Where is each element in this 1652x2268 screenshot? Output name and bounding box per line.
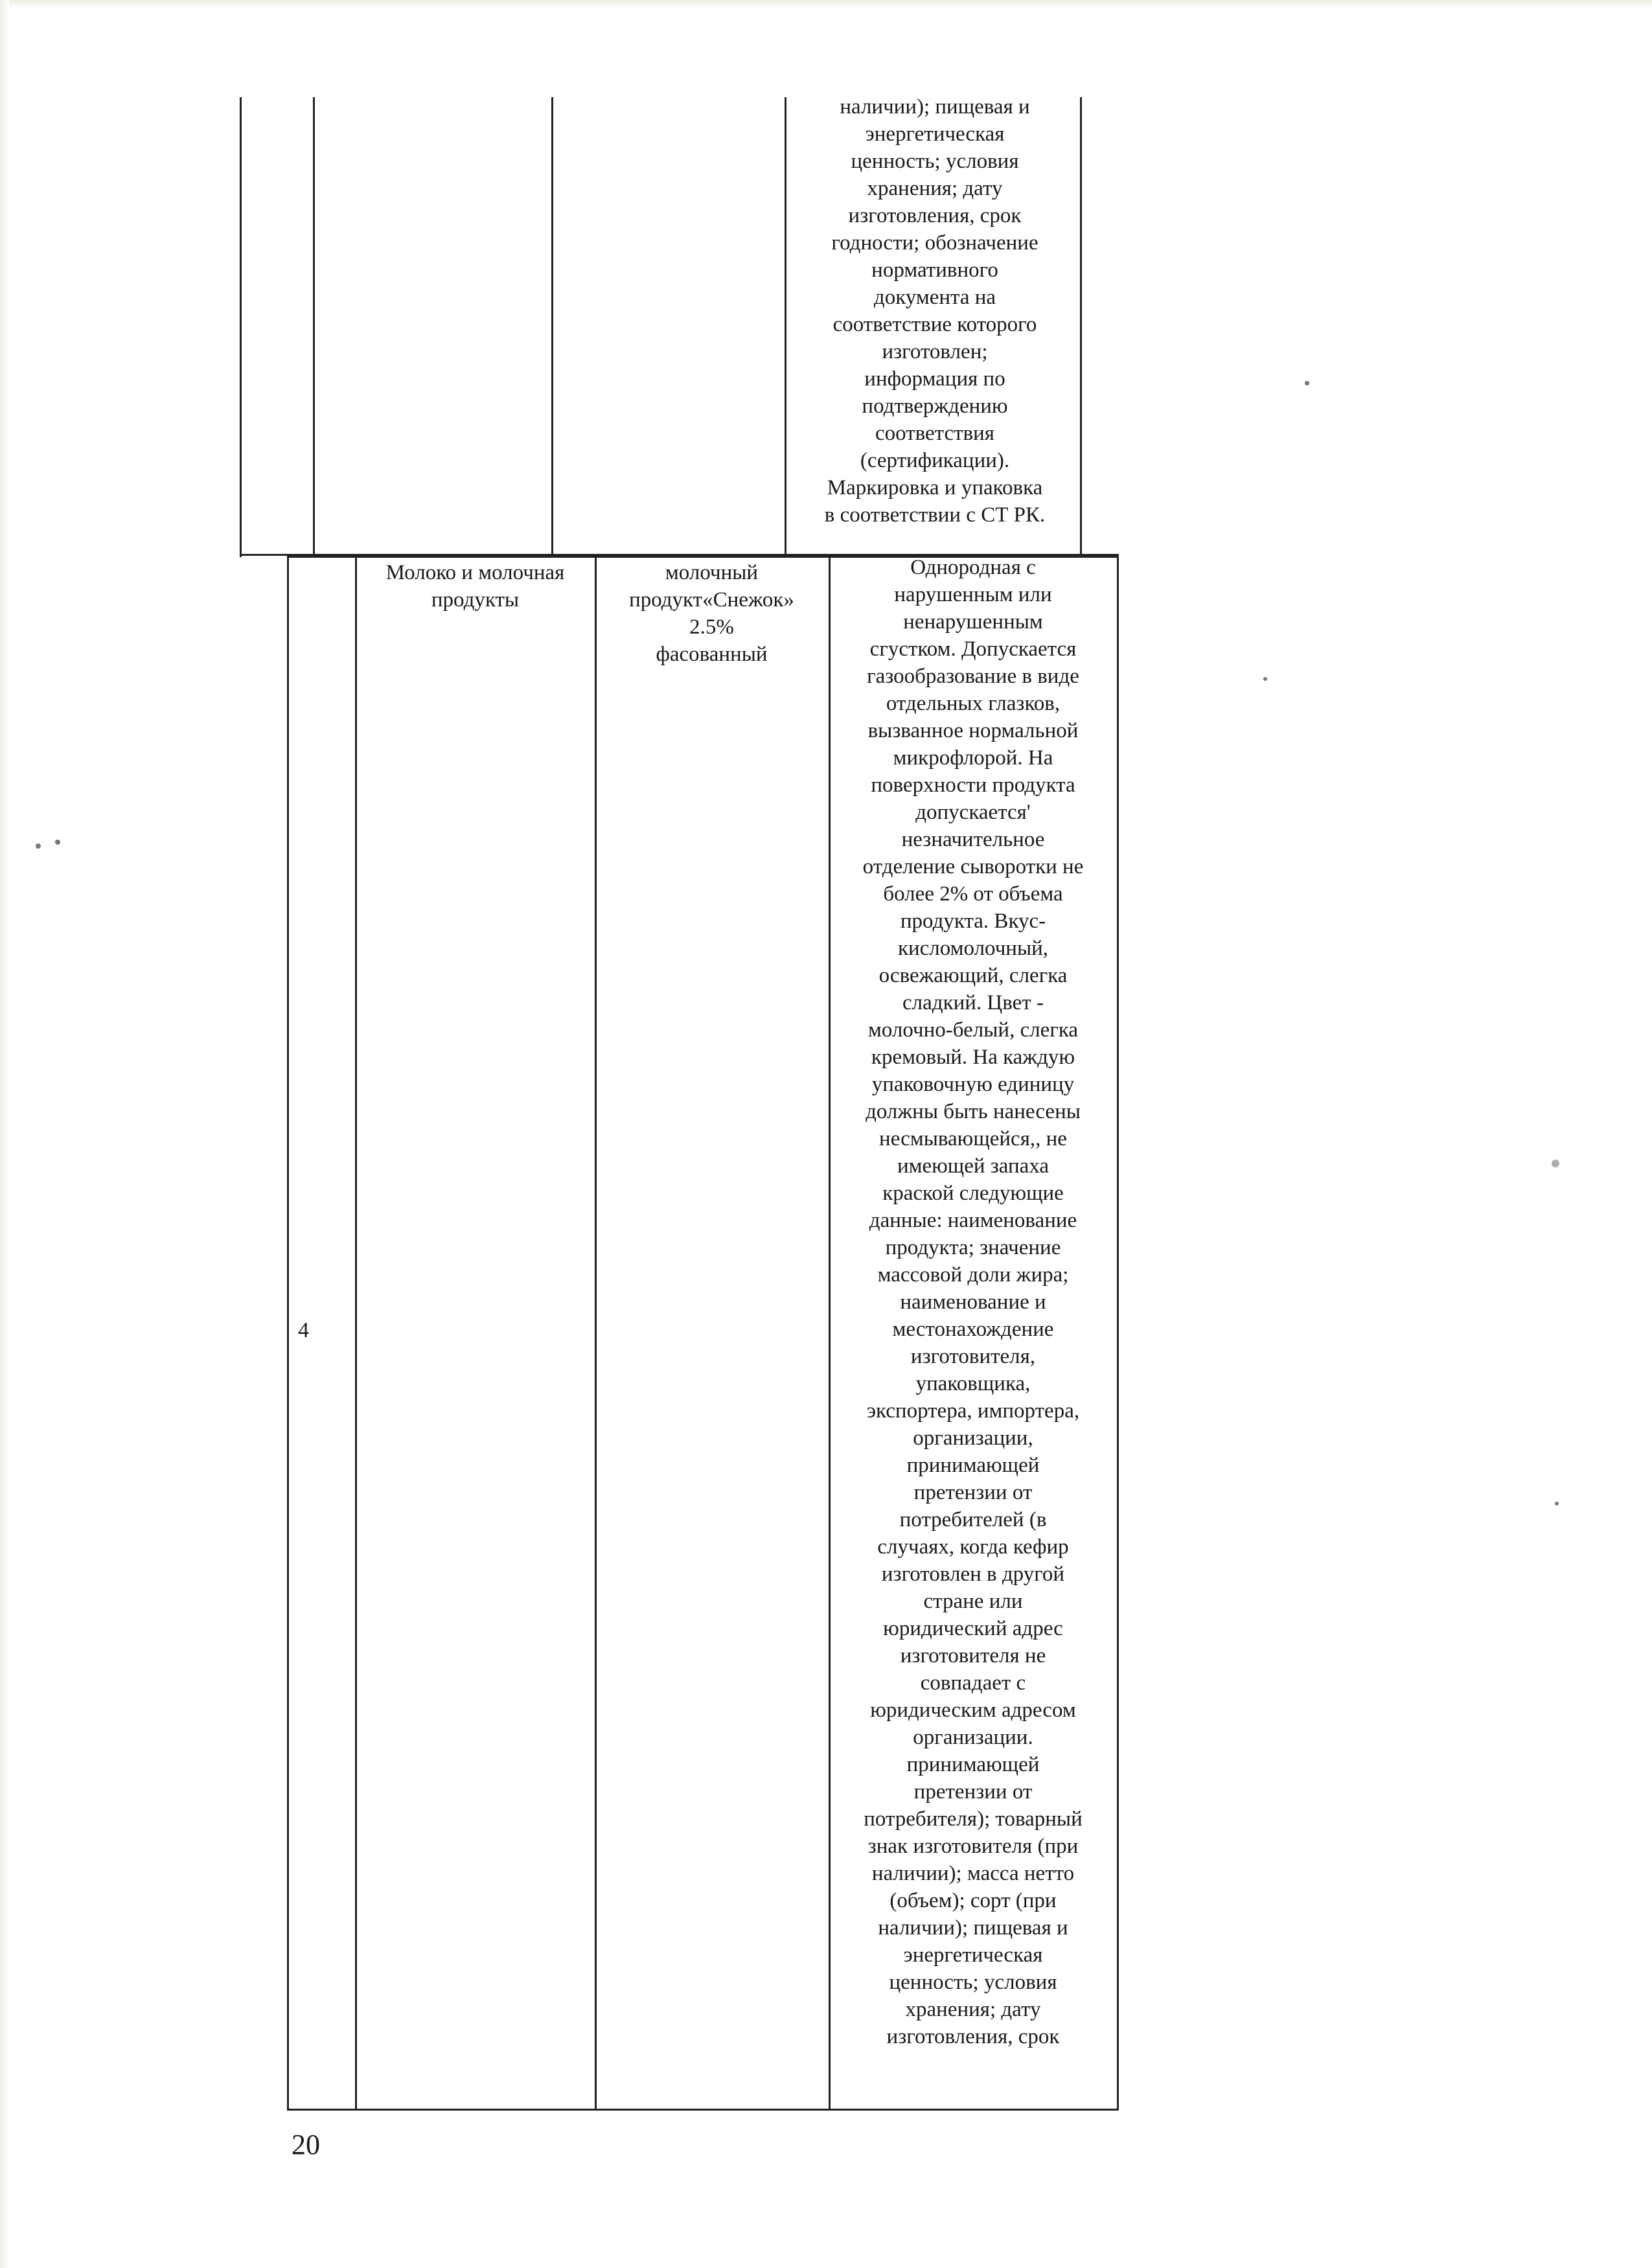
scan-speck	[1263, 677, 1267, 681]
scan-edge	[0, 0, 1652, 8]
column-divider	[551, 97, 553, 557]
column-divider	[595, 558, 597, 2109]
column-divider	[355, 558, 357, 2109]
scan-speck	[1555, 1502, 1559, 1506]
description-cell: Однородная с нарушенным или ненарушенным сгустком. Допускается газообразование в виде отдельных глазков, вызванное нормальной микрофлорой. На поверхности продукта допускается' незначительное отделение сыворотки не более 2% от объема продукта. Вкус- кисломолочный, освежающий, слегка сладкий. Цвет - молочно-белый, слегка кремовый. На каждую упаковочную единицу должны быть нанесены несмывающейся,, не имеющей запаха краской следующие данные: наименование продукта; значение массовой доли жира; наименование и местонахождение изготовителя, упаковщика, экспортера, импортера, организации, принимающей претензии от потребителей (в случаях, когда кефир изготовлен в другой стране или юридический адрес изготовителя не совпадает с юридическим адресом организации. принимающей претензии от потребителя); товарный знак изготовителя (при наличии); масса нетто (объем); сорт (при наличии); пищевая и энергетическая ценность; условия хранения; дату изготовления, срок	[862, 556, 1084, 2048]
table-continuation	[240, 97, 1082, 557]
table-row	[287, 556, 1119, 2111]
scan-speck	[36, 843, 41, 849]
page-number: 20	[292, 2129, 320, 2160]
scan-edge	[0, 0, 9, 2268]
column-divider	[785, 97, 786, 557]
scan-speck	[1305, 381, 1309, 385]
column-divider	[287, 556, 289, 2111]
row-number-column	[287, 556, 352, 2111]
description-cell: наличии); пищевая и энергетическая ценность; условия хранения; дату изготовления, срок годности; обозначение нормативного документа на соответствие которого изготовлен; информация по подтверждению соответствия (сертификации). Маркировка и упаковка в соответствии с СТ РК.	[824, 95, 1046, 527]
column-divider	[313, 97, 315, 557]
scan-speck	[1552, 1160, 1559, 1167]
row-number: 4	[298, 1318, 309, 1342]
scan-speck	[55, 840, 60, 845]
product-cell: молочный продукт«Снежок» 2.5% фасованный	[629, 561, 794, 666]
category-cell: Молоко и молочная продукты	[385, 561, 565, 612]
